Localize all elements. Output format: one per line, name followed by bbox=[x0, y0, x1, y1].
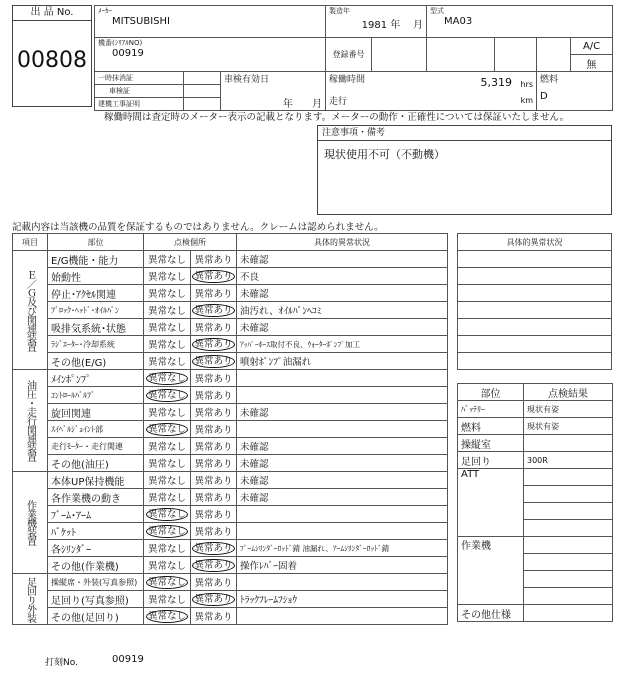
vehicle-info bbox=[94, 5, 612, 110]
table-row bbox=[13, 591, 448, 608]
year-unit: 年 bbox=[390, 20, 401, 31]
table-row bbox=[13, 302, 448, 319]
table-row bbox=[13, 489, 448, 506]
status-option: 異常あり bbox=[194, 527, 233, 538]
status-normal bbox=[144, 302, 191, 319]
fuel-value: D bbox=[540, 91, 548, 102]
status-abnormal bbox=[191, 438, 237, 455]
detail-text: ﾌﾞｰﾑｼﾘﾝﾀﾞｰﾛｯﾄﾞ錆 油漏れ、ｱｰﾑｼﾘﾝﾀﾞｰﾛｯﾄﾞ錆 bbox=[237, 540, 448, 557]
model-value: MA03 bbox=[444, 16, 473, 27]
status-normal bbox=[144, 319, 191, 336]
part-label: その他(E/G) bbox=[48, 353, 144, 370]
status-abnormal bbox=[191, 506, 237, 523]
part-label: E/G機能・能力 bbox=[48, 251, 144, 268]
table-row bbox=[13, 319, 448, 336]
detail-text: 不良 bbox=[237, 268, 448, 285]
status-circled: 異常あり bbox=[194, 355, 233, 367]
km-unit: km bbox=[520, 96, 534, 105]
part-label: 走行ﾓｰﾀｰ・走行関連 bbox=[48, 438, 144, 455]
status-abnormal bbox=[191, 404, 237, 421]
part-label: 吸排気系統･状態 bbox=[48, 319, 144, 336]
status-option: 異常あり bbox=[194, 374, 233, 385]
status-option: 異常あり bbox=[194, 493, 233, 504]
status-normal bbox=[144, 438, 191, 455]
detail-text bbox=[237, 421, 448, 438]
battery-value: 現状有姿 bbox=[524, 401, 613, 418]
status-abnormal bbox=[191, 387, 237, 404]
status-abnormal bbox=[191, 268, 237, 285]
header-category: 項目 bbox=[13, 234, 48, 251]
status-option: 異常あり bbox=[194, 323, 233, 334]
year-value: 1981 bbox=[361, 20, 388, 31]
table-row bbox=[13, 336, 448, 353]
table-row bbox=[13, 438, 448, 455]
part-label: 始動性 bbox=[48, 268, 144, 285]
status-option: 異常なし bbox=[147, 459, 186, 470]
att-label: ATT bbox=[458, 469, 524, 537]
status-abnormal bbox=[191, 540, 237, 557]
month-unit: 月 bbox=[413, 20, 424, 31]
part-label: ﾗｼﾞｴｰﾀｰ･冷却系統 bbox=[48, 336, 144, 353]
category-label: Ｅ／Ｇ及び関連装置 bbox=[13, 251, 48, 370]
status-option: 異常なし bbox=[147, 340, 186, 351]
ac-label: A/C bbox=[571, 38, 613, 55]
registration-cell-2 bbox=[427, 38, 495, 72]
header-detail: 具体的異常状況 bbox=[237, 234, 448, 251]
part-label: 各ｼﾘﾝﾀﾞｰ bbox=[48, 540, 144, 557]
status-normal bbox=[144, 472, 191, 489]
part-label: ｺﾝﾄﾛｰﾙﾊﾞﾙﾌﾞ bbox=[48, 387, 144, 404]
side-detail-table bbox=[457, 233, 612, 370]
status-normal bbox=[144, 591, 191, 608]
part-label: その他(作業機) bbox=[48, 557, 144, 574]
table-row bbox=[13, 404, 448, 421]
status-option: 異常なし bbox=[147, 357, 186, 368]
part-label: その他(油圧) bbox=[48, 455, 144, 472]
inspection-year-unit: 年 bbox=[282, 99, 293, 110]
status-normal bbox=[144, 557, 191, 574]
status-normal bbox=[144, 353, 191, 370]
remarks-text: 現状使用不可（不動機） bbox=[324, 148, 445, 161]
detail-text: 未確認 bbox=[237, 285, 448, 302]
status-option: 異常なし bbox=[147, 544, 186, 555]
serial-value: 00919 bbox=[112, 48, 144, 59]
status-abnormal bbox=[191, 472, 237, 489]
work-label: 作業機 bbox=[458, 537, 524, 605]
table-row bbox=[13, 540, 448, 557]
detail-text: 未確認 bbox=[237, 251, 448, 268]
detail-text: 未確認 bbox=[237, 489, 448, 506]
part-label: 足回り(写真参照) bbox=[48, 591, 144, 608]
status-option: 異常あり bbox=[194, 476, 233, 487]
table-row bbox=[13, 455, 448, 472]
status-abnormal bbox=[191, 557, 237, 574]
results-header-part: 部位 bbox=[458, 384, 524, 401]
table-row bbox=[13, 353, 448, 370]
status-circled: 異常あり bbox=[194, 270, 233, 282]
status-option: 異常あり bbox=[194, 391, 233, 402]
remarks-label: 注意事項・備考 bbox=[318, 126, 611, 141]
status-circled: 異常なし bbox=[147, 525, 186, 537]
doc-temp-deregistration: 一時抹消証 bbox=[95, 72, 184, 85]
status-option: 異常なし bbox=[147, 408, 186, 419]
registration-cell-3 bbox=[495, 38, 537, 72]
status-option: 異常なし bbox=[147, 595, 186, 606]
part-label: ﾊﾞｹｯﾄ bbox=[48, 523, 144, 540]
fuel-label: 燃料 bbox=[458, 418, 524, 435]
part-label: 各作業機の動き bbox=[48, 489, 144, 506]
part-label: ﾒｲﾝﾎﾟﾝﾌﾟ bbox=[48, 370, 144, 387]
detail-text bbox=[237, 523, 448, 540]
status-option: 異常なし bbox=[147, 255, 186, 266]
fuel-label: 燃料 bbox=[540, 75, 559, 85]
status-circled: 異常あり bbox=[194, 593, 233, 605]
battery-label: ﾊﾞｯﾃﾘｰ bbox=[458, 401, 524, 418]
status-option: 異常あり bbox=[194, 408, 233, 419]
status-option: 異常あり bbox=[194, 442, 233, 453]
serial-label: 機番(ｼﾘｱﾙNO) bbox=[98, 39, 143, 47]
table-row bbox=[13, 557, 448, 574]
detail-text: ﾄﾗｯｸﾌﾚｰﾑﾌｼｮｳ bbox=[237, 591, 448, 608]
status-option: 異常なし bbox=[147, 289, 186, 300]
status-option: 異常あり bbox=[194, 459, 233, 470]
registration-cell-1 bbox=[372, 38, 427, 72]
registration-label: 登録番号 bbox=[326, 38, 372, 72]
hours-value: 5,319 bbox=[480, 76, 513, 89]
travel-label: 走行 bbox=[329, 97, 348, 107]
status-normal bbox=[144, 523, 191, 540]
status-abnormal bbox=[191, 455, 237, 472]
fuel-result: 現状有姿 bbox=[524, 418, 613, 435]
undercarriage-label: 足回り bbox=[458, 452, 524, 469]
part-label: 停止･ｱｸｾﾙ関連 bbox=[48, 285, 144, 302]
status-abnormal bbox=[191, 302, 237, 319]
status-option: 異常なし bbox=[147, 561, 186, 572]
model-label: 型式 bbox=[430, 7, 445, 15]
hours-unit: hrs bbox=[520, 80, 534, 89]
status-abnormal bbox=[191, 353, 237, 370]
table-row bbox=[13, 506, 448, 523]
category-label: 作業機装置 bbox=[13, 472, 48, 574]
detail-text: 未確認 bbox=[237, 438, 448, 455]
status-circled: 異常あり bbox=[194, 559, 233, 571]
part-label: 旋回関連 bbox=[48, 404, 144, 421]
results-header-result: 点検結果 bbox=[524, 384, 613, 401]
detail-text bbox=[237, 387, 448, 404]
status-option: 異常あり bbox=[194, 425, 233, 436]
table-row bbox=[13, 268, 448, 285]
status-option: 異常なし bbox=[147, 323, 186, 334]
part-label: ｽｲﾍﾞﾙｼﾞｮｲﾝﾄ部 bbox=[48, 421, 144, 438]
detail-text bbox=[237, 608, 448, 625]
status-option: 異常あり bbox=[194, 578, 233, 589]
vehicle-info-table bbox=[94, 5, 613, 111]
status-abnormal bbox=[191, 285, 237, 302]
detail-text bbox=[237, 370, 448, 387]
undercarriage-value: 300R bbox=[524, 452, 613, 469]
status-option: 異常なし bbox=[147, 442, 186, 453]
cab-value bbox=[524, 435, 613, 452]
status-abnormal bbox=[191, 336, 237, 353]
doc-construction-cert: 建機工事証明 bbox=[95, 98, 184, 111]
table-row bbox=[13, 574, 448, 591]
status-normal bbox=[144, 574, 191, 591]
meter-notice: 稼働時間は査定時のメーター表示の記載となります。メーターの動作・正確性については保証いたしません。 bbox=[104, 112, 570, 123]
inspection-label: 車検有効日 bbox=[224, 75, 270, 85]
status-normal bbox=[144, 251, 191, 268]
detail-text: 未確認 bbox=[237, 455, 448, 472]
year-label: 製造年 bbox=[329, 7, 350, 15]
inspection-table bbox=[12, 233, 448, 625]
stamp-number: 00919 bbox=[112, 654, 144, 665]
part-label: その他(足回り) bbox=[48, 608, 144, 625]
status-normal bbox=[144, 370, 191, 387]
status-normal bbox=[144, 506, 191, 523]
status-normal bbox=[144, 268, 191, 285]
status-normal bbox=[144, 387, 191, 404]
status-option: 異常なし bbox=[147, 306, 186, 317]
part-label: ﾌﾞﾛｯｸ･ﾍｯﾄﾞ･ｵｲﾙﾊﾟﾝ bbox=[48, 302, 144, 319]
status-circled: 異常なし bbox=[147, 423, 186, 435]
status-circled: 異常なし bbox=[147, 508, 186, 520]
detail-text bbox=[237, 574, 448, 591]
disclaimer: 記載内容は当該機の品質を保証するものではありません。クレームは認められません。 bbox=[12, 222, 384, 233]
status-normal bbox=[144, 336, 191, 353]
status-option: 異常なし bbox=[147, 476, 186, 487]
detail-text: 操作ﾚﾊﾞｰ固着 bbox=[237, 557, 448, 574]
table-row bbox=[13, 370, 448, 387]
stamp-label: 打刻No. bbox=[45, 658, 78, 668]
status-option: 異常なし bbox=[147, 493, 186, 504]
status-abnormal bbox=[191, 370, 237, 387]
lot-label: 出 品 No. bbox=[13, 6, 91, 21]
table-row bbox=[13, 285, 448, 302]
detail-text: ｱｯﾊﾟｰﾎｰｽ取付不良、ｳｫｰﾀｰﾎﾟﾝﾌﾟ加工 bbox=[237, 336, 448, 353]
status-option: 異常あり bbox=[194, 612, 233, 623]
table-row bbox=[13, 387, 448, 404]
status-option: 異常なし bbox=[147, 272, 186, 283]
status-abnormal bbox=[191, 489, 237, 506]
hours-label: 稼働時間 bbox=[329, 75, 366, 85]
detail-text: 未確認 bbox=[237, 404, 448, 421]
status-normal bbox=[144, 285, 191, 302]
table-row bbox=[13, 472, 448, 489]
status-circled: 異常あり bbox=[194, 304, 233, 316]
status-abnormal bbox=[191, 608, 237, 625]
status-abnormal bbox=[191, 251, 237, 268]
ac-value: 無 bbox=[571, 55, 613, 72]
status-normal bbox=[144, 489, 191, 506]
doc-inspection-cert-value bbox=[184, 85, 221, 98]
detail-text bbox=[237, 506, 448, 523]
category-label: 足回り外装 bbox=[13, 574, 48, 625]
status-circled: 異常なし bbox=[147, 389, 186, 401]
status-normal bbox=[144, 421, 191, 438]
status-normal bbox=[144, 540, 191, 557]
status-abnormal bbox=[191, 574, 237, 591]
status-option: 異常あり bbox=[194, 289, 233, 300]
status-abnormal bbox=[191, 421, 237, 438]
maker-value: MITSUBISHI bbox=[112, 16, 170, 27]
detail-text: 未確認 bbox=[237, 319, 448, 336]
doc-inspection-cert: 車検証 bbox=[95, 85, 184, 98]
status-normal bbox=[144, 455, 191, 472]
header-check: 点検個所 bbox=[144, 234, 237, 251]
detail-text: 噴射ﾎﾟﾝﾌﾟ油漏れ bbox=[237, 353, 448, 370]
header-part: 部位 bbox=[48, 234, 144, 251]
lot-number: 00808 bbox=[17, 48, 87, 73]
part-label: 本体UP保持機能 bbox=[48, 472, 144, 489]
detail-text: 油汚れ、ｵｲﾙﾊﾟﾝﾍｺﾐ bbox=[237, 302, 448, 319]
status-normal bbox=[144, 608, 191, 625]
status-circled: 異常なし bbox=[147, 372, 186, 384]
status-abnormal bbox=[191, 319, 237, 336]
maker-label: ﾒｰｶｰ bbox=[98, 7, 112, 15]
other-spec-label: その他仕様 bbox=[458, 605, 524, 622]
side-results-table bbox=[457, 383, 613, 622]
status-abnormal bbox=[191, 591, 237, 608]
status-circled: 異常なし bbox=[147, 576, 186, 588]
remarks-box bbox=[317, 125, 612, 215]
status-circled: 異常なし bbox=[147, 610, 186, 622]
part-label: 操縦席・外装(写真参照) bbox=[48, 574, 144, 591]
table-row bbox=[13, 608, 448, 625]
part-label: ﾌﾞｰﾑ･ｱｰﾑ bbox=[48, 506, 144, 523]
inspection-month-unit: 月 bbox=[312, 99, 322, 110]
table-row bbox=[13, 421, 448, 438]
detail-text: 未確認 bbox=[237, 472, 448, 489]
inspection-table-header bbox=[13, 234, 448, 251]
status-circled: 異常あり bbox=[194, 338, 233, 350]
status-circled: 異常あり bbox=[194, 542, 233, 554]
cab-label: 操縦室 bbox=[458, 435, 524, 452]
category-label: 油圧・走行関連装置 bbox=[13, 370, 48, 472]
table-row bbox=[13, 251, 448, 268]
registration-cell-4 bbox=[537, 38, 571, 72]
lot-box bbox=[12, 5, 92, 107]
status-abnormal bbox=[191, 523, 237, 540]
status-normal bbox=[144, 404, 191, 421]
status-option: 異常あり bbox=[194, 510, 233, 521]
side-detail-header: 具体的異常状況 bbox=[458, 234, 612, 251]
table-row bbox=[13, 523, 448, 540]
status-option: 異常あり bbox=[194, 255, 233, 266]
doc-temp-deregistration-value bbox=[184, 72, 221, 85]
